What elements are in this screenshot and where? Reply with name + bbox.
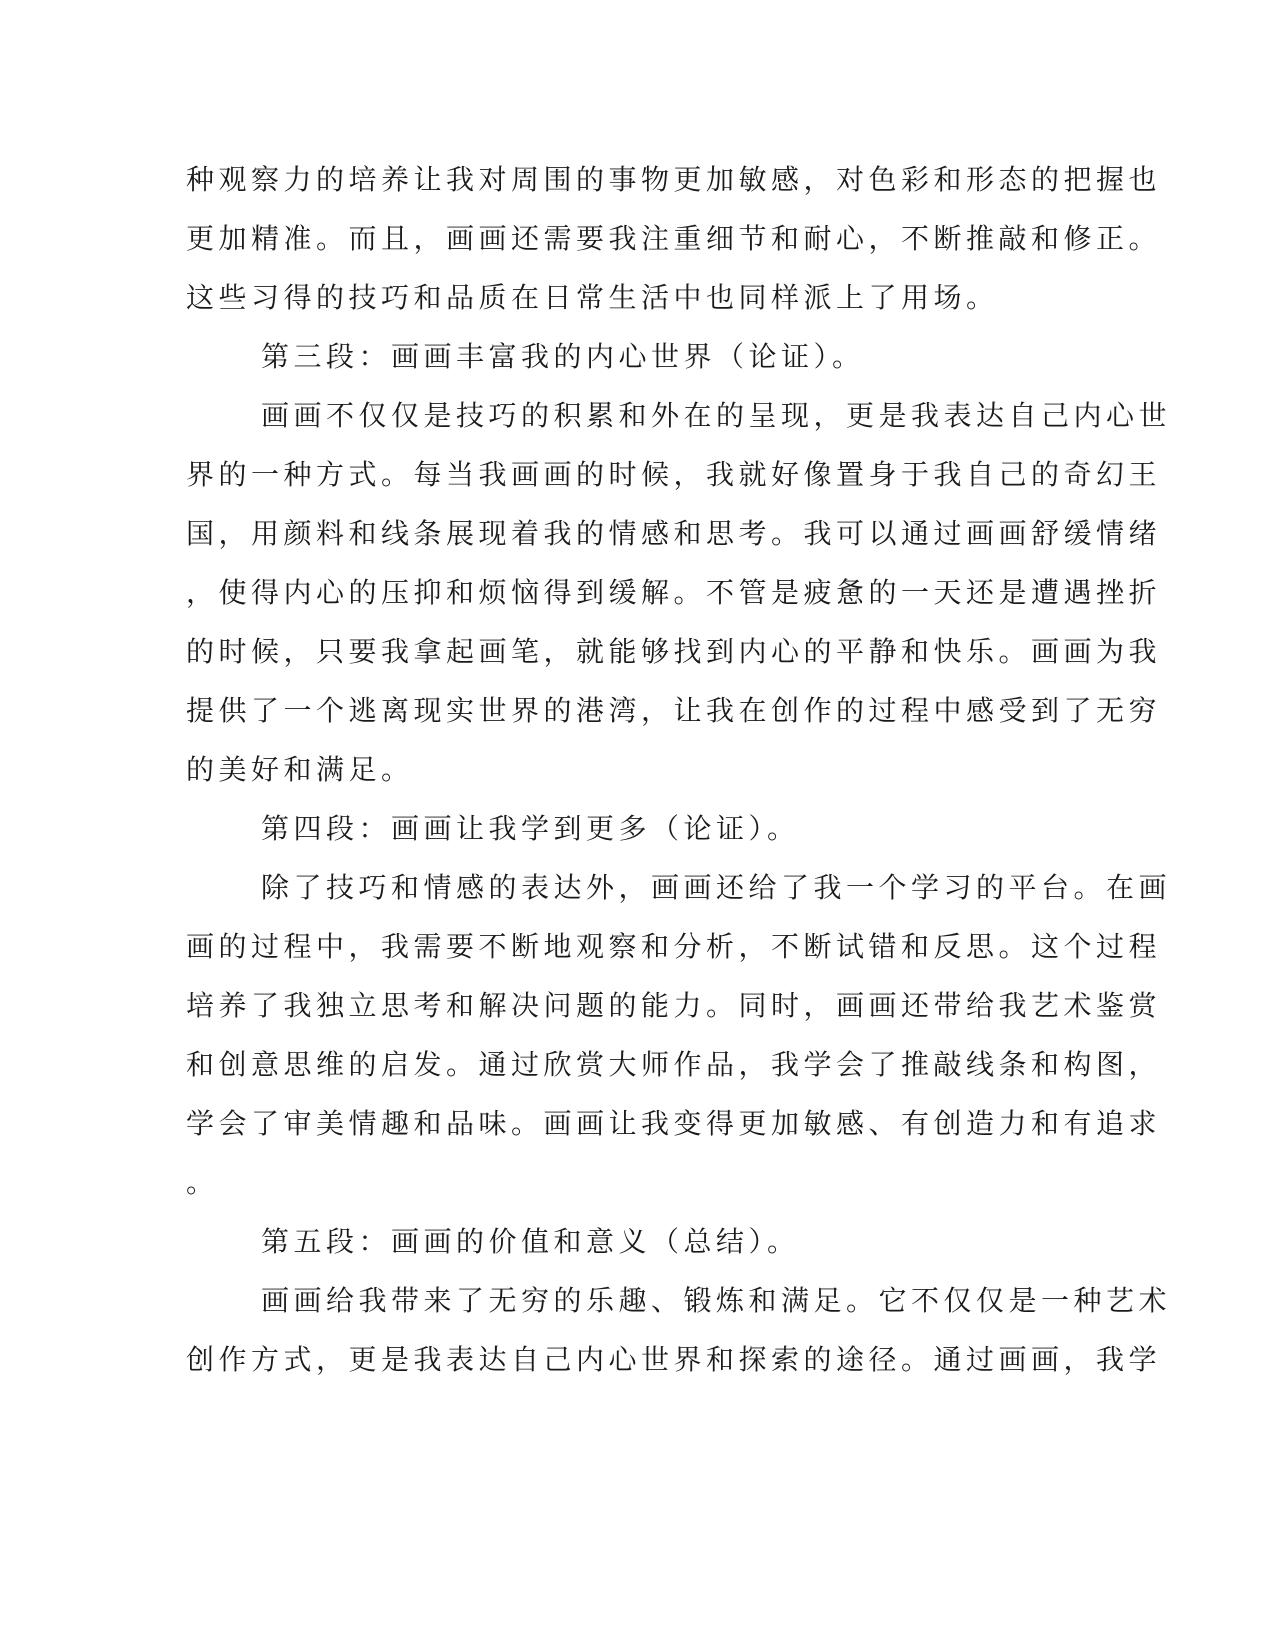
section-heading-5: 第五段：画画的价值和意义（总结）。 — [261, 1225, 800, 1258]
text-line: 提供了一个逃离现实世界的港湾，让我在创作的过程中感受到了无穷 — [186, 694, 1162, 727]
text-line: 种观察力的培养让我对周围的事物更加敏感，对色彩和形态的把握也 — [186, 163, 1162, 196]
text-line: ，使得内心的压抑和烦恼得到缓解。不管是疲惫的一天还是遭遇挫折 — [186, 576, 1162, 609]
text-line: 界的一种方式。每当我画画的时候，我就好像置身于我自己的奇幻王 — [186, 458, 1162, 491]
text-line: 。 — [186, 1166, 219, 1199]
text-line: 画画给我带来了无穷的乐趣、锻炼和满足。它不仅仅是一种艺术 — [261, 1284, 1172, 1317]
text-line: 学会了审美情趣和品味。画画让我变得更加敏感、有创造力和有追求 — [186, 1107, 1162, 1140]
text-line: 画的过程中，我需要不断地观察和分析，不断试错和反思。这个过程 — [186, 930, 1162, 963]
section-heading-3: 第三段：画画丰富我的内心世界（论证）。 — [261, 340, 865, 373]
text-line: 除了技巧和情感的表达外，画画还给了我一个学习的平台。在画 — [261, 871, 1172, 904]
text-line: 的时候，只要我拿起画笔，就能够找到内心的平静和快乐。画画为我 — [186, 635, 1162, 668]
text-line: 更加精准。而且，画画还需要我注重细节和耐心，不断推敲和修正。 — [186, 222, 1162, 255]
text-line: 的美好和满足。 — [186, 753, 414, 786]
text-line: 培养了我独立思考和解决问题的能力。同时，画画还带给我艺术鉴赏 — [186, 989, 1162, 1022]
text-line: 和创意思维的启发。通过欣赏大师作品，我学会了推敲线条和构图， — [186, 1048, 1162, 1081]
text-line: 这些习得的技巧和品质在日常生活中也同样派上了用场。 — [186, 281, 999, 314]
text-line: 创作方式，更是我表达自己内心世界和探索的途径。通过画画，我学 — [186, 1343, 1162, 1376]
text-line: 画画不仅仅是技巧的积累和外在的呈现，更是我表达自己内心世 — [261, 399, 1172, 432]
text-line: 国，用颜料和线条展现着我的情感和思考。我可以通过画画舒缓情绪 — [186, 517, 1162, 550]
section-heading-4: 第四段：画画让我学到更多（论证）。 — [261, 812, 800, 845]
